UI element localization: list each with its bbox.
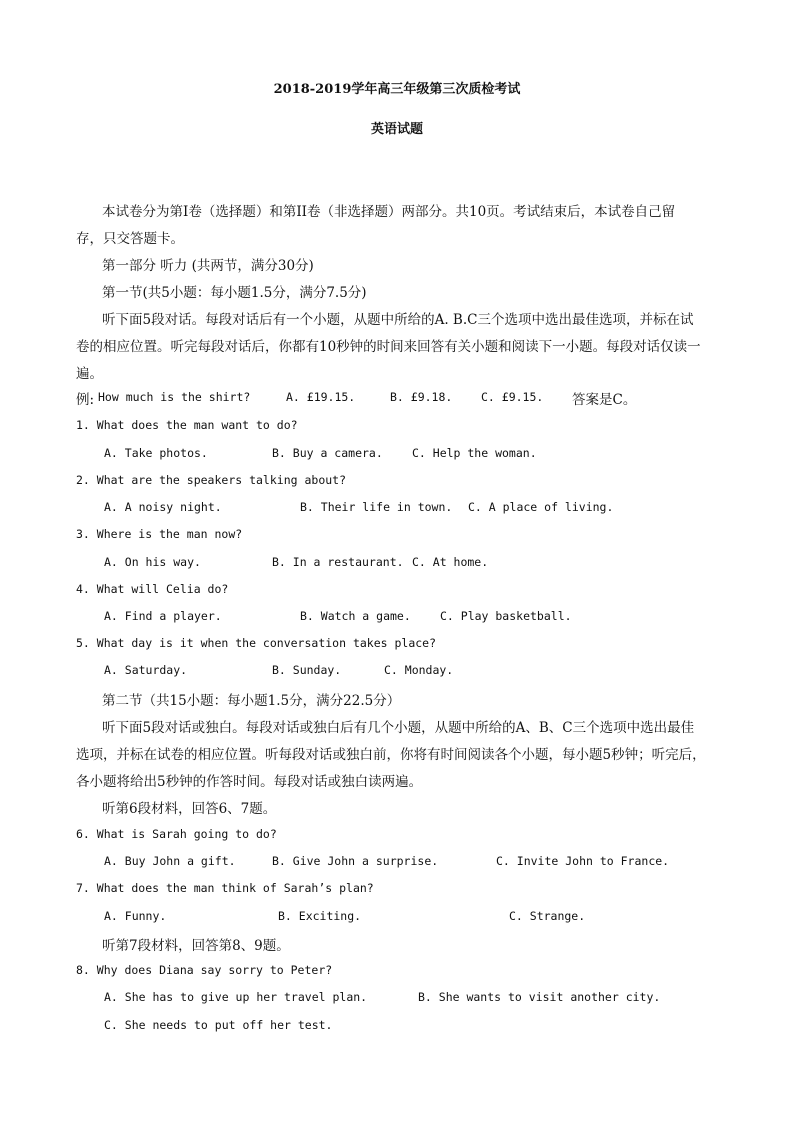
question-8-options-row-1 [104,990,744,1006]
option-b: B. In a restaurant. [272,555,404,569]
option-c: C. Monday. [384,663,454,677]
option-b: B. Buy a camera. [272,446,383,460]
intro-line-2: 存，只交答题卡。 [76,231,184,247]
material-6-heading: 听第6段材料，回答6、7题。 [102,801,277,817]
option-a: A. On his way. [104,555,201,569]
option-a: A. Buy John a gift. [104,854,236,868]
question-2: 2. What are the speakers talking about? [76,473,347,487]
part1-heading: 第一部分 听力 (共两节，满分30分) [102,258,314,274]
option-b: B. Watch a game. [300,609,411,623]
example-answer: 答案是C。 [572,392,637,408]
question-1: 1. What does the man want to do? [76,418,298,432]
option-a: A. A noisy night. [104,500,222,514]
option-a: A. Find a player. [104,609,222,623]
option-c: C. Invite John to France. [496,854,670,868]
example-label: 例: [76,392,95,408]
option-c: C. Play basketball. [440,609,572,623]
question-6: 6. What is Sarah going to do? [76,827,277,841]
question-7-options [104,909,744,925]
option-b: B. Sunday. [272,663,342,677]
section2-instruction-line-2: 选项，并标在试卷的相应位置。听每段对话或独白前，你将有时间阅读各个小题，每小题5秒钟；听完后， [76,747,706,763]
option-b: B. Their life in town. [300,500,453,514]
question-3-options [104,555,744,571]
section2-instruction-line-1: 听下面5段对话或独白。每段对话或独白后有几个小题，从题中所给的A、B、C三个选项中选出最佳 [102,720,695,736]
option-c: C. At home. [412,555,489,569]
option-c: C. Help the woman. [412,446,537,460]
example-option-c: C. £9.15. [481,390,544,404]
example-row [76,390,736,408]
section1-instruction-line-3: 遍。 [76,366,103,382]
question-1-options [104,446,744,462]
exam-subtitle: 英语试题 [370,122,423,137]
question-3: 3. Where is the man now? [76,527,243,541]
intro-line-1: 本试卷分为第Ⅰ卷（选择题）和第II卷（非选择题）两部分。共10页。考试结束后，本试卷自己留 [102,204,676,220]
example-question: How much is the shirt? [98,390,251,404]
option-a: A. Funny. [104,909,167,923]
option-c: C. A place of living. [468,500,614,514]
question-5: 5. What day is it when the conversation takes place? [76,636,437,650]
section2-instruction-line-3: 各小题将给出5秒钟的作答时间。每段对话或独白读两遍。 [76,774,423,790]
section2-heading: 第二节（共15小题：每小题1.5分，满分22.5分） [102,693,401,709]
example-option-a: A. £19.15. [286,390,356,404]
question-4: 4. What will Celia do? [76,582,229,596]
section1-heading: 第一节(共5小题：每小题1.5分，满分7.5分) [102,285,367,301]
question-4-options [104,609,744,625]
question-6-options [104,854,744,870]
material-7-heading: 听第7段材料，回答第8、9题。 [102,938,290,954]
option-b: B. Exciting. [278,909,362,923]
option-b: B. She wants to visit another city. [418,990,661,1004]
question-2-options [104,500,744,516]
question-5-options [104,663,744,679]
option-a: A. Saturday. [104,663,188,677]
section1-instruction-line-2: 卷的相应位置。听完每段对话后，你都有10秒钟的时间来回答有关小题和阅读下一小题。每段对话仅读一 [76,339,701,355]
example-option-b: B. £9.18. [390,390,453,404]
option-a: A. She has to give up her travel plan. [104,990,368,1004]
option-c: C. Strange. [509,909,586,923]
option-c: C. She needs to put off her test. [104,1018,333,1032]
question-8: 8. Why does Diana say sorry to Peter? [76,963,333,977]
question-7: 7. What does the man think of Sarah’s plan? [76,881,374,895]
option-b: B. Give John a surprise. [272,854,439,868]
option-a: A. Take photos. [104,446,208,460]
question-8-options-row-2 [104,1018,744,1034]
exam-title: 2018-2019学年高三年级第三次质检考试 [273,82,521,97]
section1-instruction-line-1: 听下面5段对话。每段对话后有一个小题，从题中所给的A. B.C三个选项中选出最佳选项，并标在试 [102,312,694,328]
